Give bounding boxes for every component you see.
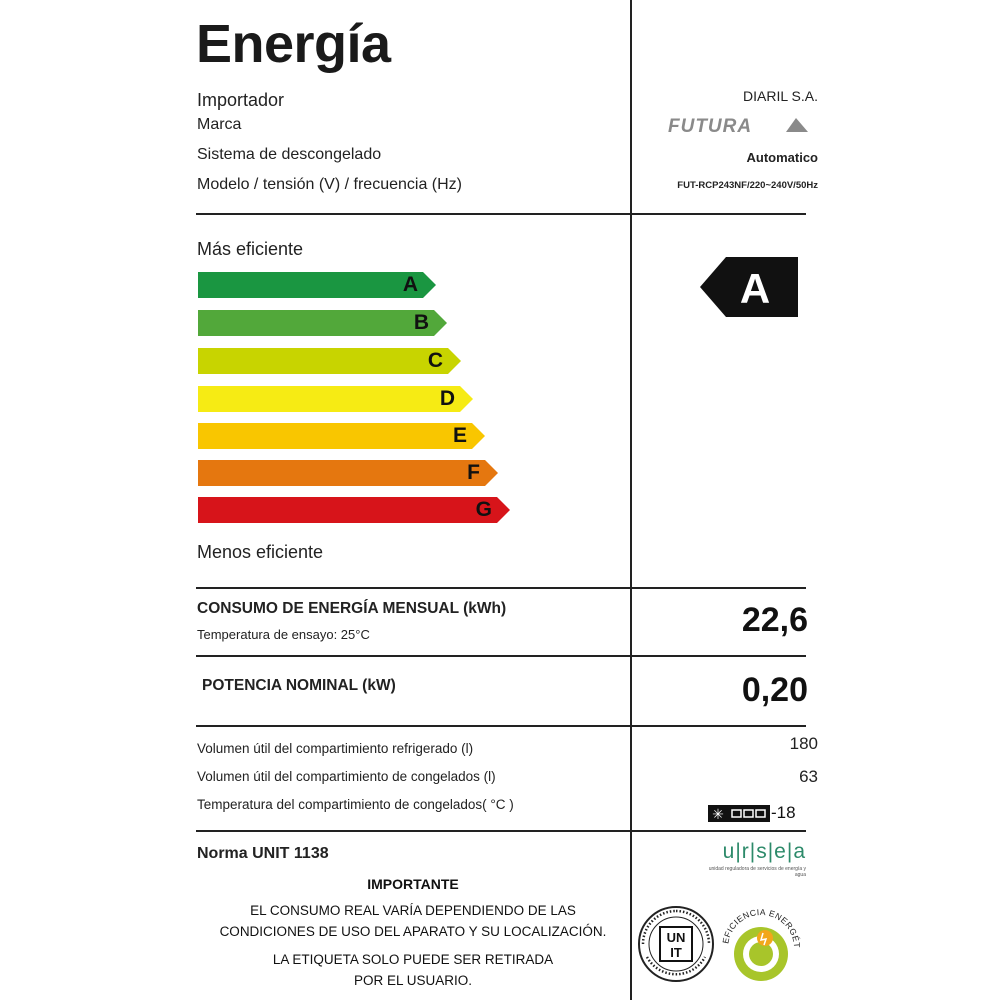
rating-letter: A — [739, 265, 771, 312]
efficiency-bar-d — [198, 386, 473, 412]
efficiency-bar-letter: C — [427, 349, 443, 372]
efficiency-bar-letter: D — [439, 387, 455, 410]
consumption-label: CONSUMO DE ENERGÍA MENSUAL (kWh) — [197, 600, 507, 617]
vertical-divider — [630, 0, 632, 1000]
divider-consumption — [196, 655, 806, 657]
consumption-sub: Temperatura de ensayo: 25°C — [197, 627, 370, 642]
spec-label-temperature: Temperatura del compartimiento de congelados( °C ) — [197, 797, 514, 812]
brand-label: Marca — [197, 116, 242, 133]
svg-text:IT: IT — [670, 945, 682, 960]
note2-line2: POR EL USUARIO. — [353, 973, 473, 988]
less-efficient-label: Menos eficiente — [197, 542, 324, 562]
rating-badge — [700, 257, 798, 317]
efficiency-bar-letter: E — [452, 424, 467, 447]
model-label: Modelo / tensión (V) / frecuencia (Hz) — [197, 176, 462, 193]
label-title: Energía — [196, 14, 391, 74]
note2-line1: LA ETIQUETA SOLO PUEDE SER RETIRADA — [272, 952, 554, 967]
note1-line2: CONDICIONES DE USO DEL APARATO Y SU LOCALIZACIÓN. — [219, 924, 607, 939]
divider-header — [196, 213, 806, 215]
freezer-star-icon — [708, 805, 770, 822]
spec-label-refrigerated: Volumen útil del compartimiento refrigerado (l) — [197, 741, 474, 756]
efficiency-bar-letter: A — [402, 273, 418, 296]
power-label: POTENCIA NOMINAL (kW) — [202, 677, 396, 694]
note1-line1: EL CONSUMO REAL VARÍA DEPENDIENDO DE LAS — [250, 903, 576, 918]
brand-logo — [668, 114, 810, 136]
important-heading: IMPORTANTE — [367, 876, 459, 892]
ursea-logo-text: u|r|s|e|a — [722, 840, 806, 863]
norm-label: Norma UNIT 1138 — [197, 845, 329, 862]
importer-label: Importador — [197, 90, 285, 110]
efficiency-bar-letter: F — [467, 461, 480, 484]
spec-value-refrigerated: 180 — [789, 734, 818, 753]
divider-power — [196, 725, 806, 727]
efficiency-bar-letter: B — [413, 311, 429, 334]
svg-text:✳: ✳ — [712, 807, 724, 822]
efficiency-bar-a — [198, 272, 436, 298]
efficiency-seal-logo — [716, 900, 806, 988]
efficiency-bar-f — [198, 460, 498, 486]
model-value: FUT-RCP243NF/220~240V/50Hz — [677, 180, 818, 191]
unit-seal-logo — [637, 905, 715, 983]
more-efficient-label: Más eficiente — [197, 239, 304, 259]
ursea-logo — [700, 840, 806, 880]
importer-value: DIARIL S.A. — [743, 88, 818, 104]
efficiency-bar-letter: G — [475, 498, 492, 521]
spec-label-frozen: Volumen útil del compartimiento de congelados (l) — [197, 769, 496, 784]
spec-value-temperature: -18 — [771, 803, 796, 822]
divider-specs — [196, 830, 806, 832]
brand-logo-text: FUTURA — [668, 116, 753, 136]
power-value: 0,20 — [741, 671, 808, 709]
divider-scale — [196, 587, 806, 589]
defrost-label: Sistema de descongelado — [197, 146, 382, 163]
ursea-logo-subtitle: unidad reguladora de servicios de energía y agua — [708, 866, 806, 878]
svg-text:UN: UN — [666, 930, 686, 945]
consumption-value: 22,6 — [741, 601, 808, 639]
efficiency-bar-e — [198, 423, 485, 449]
svg-text:EFICIENCIA ENERGÉTICA: EFICIENCIA ENERGÉT — [720, 906, 803, 949]
efficiency-bar-c — [198, 348, 461, 374]
efficiency-bar-b — [198, 310, 447, 336]
defrost-value: Automatico — [746, 150, 818, 165]
efficiency-bar-g — [198, 497, 510, 523]
spec-value-frozen: 63 — [799, 767, 818, 786]
